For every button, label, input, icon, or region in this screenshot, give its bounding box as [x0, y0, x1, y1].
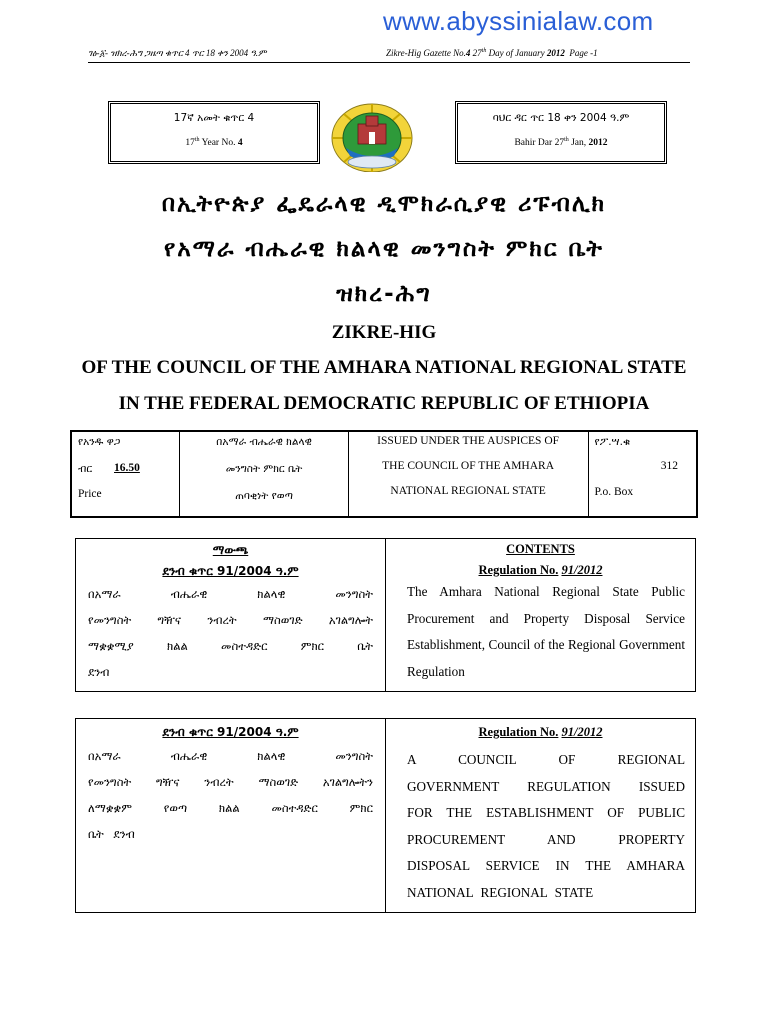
regulation-body-amharic-4: ቤት ደንብ [88, 827, 135, 841]
watermark-url: www.abyssinialaw.com [383, 6, 654, 36]
contents-box [75, 538, 696, 692]
regulation-body-amharic [88, 743, 373, 847]
regulation-body-english-1: A COUNCIL OF REGIONAL [407, 752, 685, 767]
date-day: 27 [554, 138, 565, 149]
regulation-body-english-3: FOR THE ESTABLISHMENT OF PUBLIC [407, 805, 685, 820]
contents-body-amharic-1: በአማራ ብሔራዊ ክልላዊ መንግስት [88, 587, 373, 601]
contents-regulation-no: 91/2012 [561, 563, 603, 577]
price-cell [72, 432, 179, 516]
auspices-amharic-1: በአማራ ብሔራዊ ክልላዊ [216, 436, 312, 448]
auspices-english-3: NATIONAL REGIONAL STATE [390, 485, 546, 497]
regulation-heading-prefix: Regulation No. [478, 725, 559, 739]
pobox-value: 312 [660, 460, 678, 472]
contents-heading-amharic: ማውጫ [212, 543, 249, 557]
regulation-body-amharic-1: በአማራ ብሔራዊ ክልላዊ መንግስት [88, 749, 373, 763]
date-place-amharic: ባህር ዳር ጥር 18 ቀን 2004 ዓ.ም [492, 112, 630, 124]
year-number-box [108, 101, 320, 164]
year-number-english [111, 137, 317, 148]
date-place-english [458, 137, 664, 148]
issue-info-table [70, 430, 698, 518]
contents-regulation-english [386, 563, 695, 578]
title-english-2: OF THE COUNCIL OF THE AMHARA NATIONAL REGIONAL STATE [81, 357, 687, 378]
running-header [88, 46, 690, 63]
gazette-day: 27 [472, 48, 482, 58]
title-amharic-2: የአማራ ብሔራዊ ክልላዊ መንግስት ምክር ቤት [164, 236, 604, 262]
auspices-amharic-3: ጠባቂነት የወጣ [235, 490, 293, 502]
date-place-box [455, 101, 667, 164]
pobox-amharic: የፖ.ሣ.ቁ [594, 436, 631, 448]
contents-body-amharic-3: ማቋቋሚያ ክልል መስተዳድር ምክር ቤት [88, 639, 373, 653]
price-amharic: የአንዱ ዋጋ [78, 436, 121, 448]
regulation-box [75, 718, 696, 913]
regulation-body-english-4: PROCUREMENT AND PROPERTY [407, 831, 685, 847]
running-header-amharic: ገፅ-፩- ዝክረ-ሕግ ጋዜጣ ቁጥር 4 ጥር 18 ቀን 2004 ዓ.ም [88, 48, 267, 58]
regulation-body-english-2: GOVERNMENT REGULATION ISSUED [407, 778, 685, 794]
regulation-body-english-5: DISPOSAL SERVICE IN THE AMHARA [407, 858, 685, 873]
contents-body-english: The Amhara National Regional State Public Procurement and Property Disposal Service Establishment, Council of the Regional Government Regulation [407, 584, 685, 679]
gazette-day-sup: th [481, 48, 487, 54]
contents-heading-english: CONTENTS [506, 542, 575, 556]
contents-body-amharic-2: የመንግስት ግዥና ንብረት ማስወገድ አገልግሎት [88, 613, 373, 627]
contents-amharic-pane [76, 539, 385, 691]
auspices-english-cell [349, 432, 588, 516]
regulation-body-english [407, 747, 685, 906]
contents-regulation-prefix: Regulation No. [478, 563, 559, 577]
issue-no: 4 [237, 138, 243, 149]
running-header-english [386, 48, 598, 58]
amhara-emblem-icon [326, 102, 418, 172]
pobox-english: P.o. Box [594, 486, 634, 498]
place-name: Bahir Dar [514, 138, 553, 149]
regulation-body-amharic-2: የመንግስት ግዥና ንብረት ማስወገድ አገልግሎትን [88, 775, 373, 789]
auspices-english-1: ISSUED UNDER THE AUSPICES OF [377, 435, 560, 447]
price-value: 16.50 [114, 462, 140, 474]
auspices-amharic-cell [180, 432, 347, 516]
title-english-1: ZIKRE-HIG [331, 322, 437, 343]
regulation-heading-no: 91/2012 [561, 725, 603, 739]
gazette-page: Page -1 [569, 48, 598, 58]
regulation-english-pane [386, 719, 695, 912]
contents-regulation-amharic: ደንብ ቁጥር 91/2004 ዓ.ም [162, 564, 299, 578]
date-month: Jan, [571, 138, 587, 149]
pobox-cell [589, 432, 697, 516]
regulation-body-english-6: NATIONAL REGIONAL STATE [407, 884, 594, 900]
price-birr: ብር [78, 463, 93, 475]
date-day-sup: th [564, 137, 569, 143]
title-amharic-1: በኢትዮጵያ ፌዴራላዊ ዲሞክራሲያዊ ሪፑብሊክ [161, 191, 607, 217]
gazette-year: 2012 [546, 48, 565, 58]
regulation-heading-amharic: ደንብ ቁጥር 91/2004 ዓ.ም [162, 725, 299, 739]
regulation-heading-english [386, 725, 695, 740]
title-amharic-3: ዝክረ-ሕግ [336, 281, 432, 307]
year-number-amharic: 17ኛ አመት ቁጥር 4 [173, 112, 255, 124]
title-english-3: IN THE FEDERAL DEMOCRATIC REPUBLIC OF ETHIOPIA [118, 393, 650, 414]
auspices-english-2: THE COUNCIL OF THE AMHARA [382, 460, 555, 472]
regulation-amharic-pane [76, 719, 385, 912]
year-num: 17 [185, 138, 195, 149]
year-sup: th [194, 137, 200, 143]
price-english: Price [78, 488, 102, 500]
contents-body-amharic [88, 581, 373, 685]
contents-english-pane [386, 539, 695, 691]
year-text: Year No. [201, 138, 236, 149]
date-year: 2012 [588, 138, 608, 149]
auspices-amharic-2: መንግስት ምክር ቤት [225, 463, 303, 475]
regulation-body-amharic-3: ለማቋቋም የወጣ ክልል መስተዳድር ምክር [88, 801, 373, 815]
gazette-number: 4 [465, 48, 471, 58]
gazette-prefix: Zikre-Hig Gazette No. [386, 48, 466, 58]
gazette-day-suffix: Day of January [488, 48, 545, 58]
contents-body-amharic-4: ደንብ [88, 665, 110, 679]
